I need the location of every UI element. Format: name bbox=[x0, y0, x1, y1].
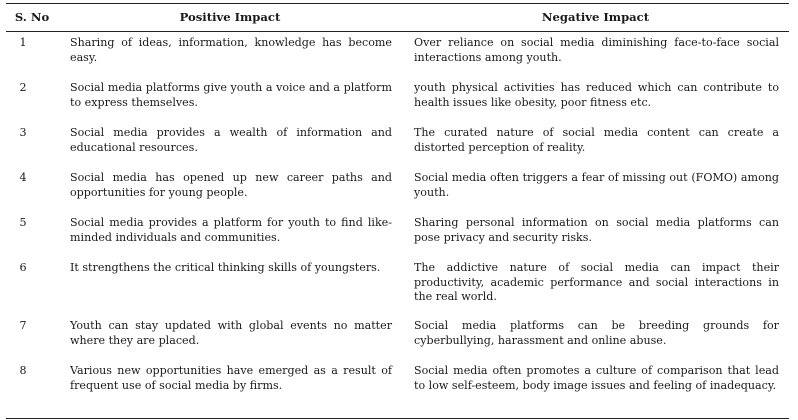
row-sno: 1 bbox=[19, 36, 27, 49]
row-sno: 6 bbox=[19, 261, 27, 274]
table-row bbox=[6, 315, 789, 360]
row-sno: 3 bbox=[19, 126, 27, 139]
row-negative-impact: Over reliance on social media diminishing face-to-face social interactions among youth. bbox=[414, 36, 779, 64]
table-row bbox=[6, 257, 789, 315]
impact-table bbox=[6, 3, 789, 419]
row-sno: 8 bbox=[6, 360, 58, 419]
row-negative-impact: The addictive nature of social media can impact their productivity, academic performance and social interactions in the real world. bbox=[414, 261, 779, 303]
row-negative-impact: Social media platforms can be breeding grounds for cyberbullying, harassment and online abuse. bbox=[414, 319, 779, 347]
row-positive-impact: Sharing of ideas, information, knowledge has become easy. bbox=[70, 36, 392, 64]
row-positive-impact: Various new opportunities have emerged as a result of frequent use of social media by firms. bbox=[58, 360, 402, 419]
table-row bbox=[6, 77, 789, 122]
row-negative-impact: Social media often triggers a fear of missing out (FOMO) among youth. bbox=[414, 171, 779, 199]
header-positive-impact: Positive Impact bbox=[58, 4, 402, 32]
table-row bbox=[6, 122, 789, 167]
row-sno: 4 bbox=[19, 171, 27, 184]
row-negative-impact: Social media often promotes a culture of comparison that lead to low self-esteem, body image issues and feeling of inadequacy. bbox=[402, 360, 789, 419]
row-negative-impact: youth physical activities has reduced which can contribute to health issues like obesity, poor fitness etc. bbox=[414, 81, 779, 109]
row-negative-impact: The curated nature of social media content can create a distorted perception of reality. bbox=[414, 126, 779, 154]
row-sno: 7 bbox=[19, 319, 27, 332]
table-row bbox=[6, 167, 789, 212]
table-row bbox=[6, 360, 789, 419]
header-sno: S. No bbox=[6, 4, 58, 32]
row-sno: 5 bbox=[19, 216, 27, 229]
row-positive-impact: Social media has opened up new career paths and opportunities for young people. bbox=[70, 171, 392, 199]
row-positive-impact: It strengthens the critical thinking skills of youngsters. bbox=[70, 261, 381, 274]
header-row bbox=[6, 4, 789, 32]
row-sno: 2 bbox=[19, 81, 27, 94]
table-body bbox=[6, 32, 789, 419]
row-positive-impact: Social media provides a wealth of information and educational resources. bbox=[70, 126, 392, 154]
row-positive-impact: Youth can stay updated with global events no matter where they are placed. bbox=[70, 319, 392, 347]
table-header bbox=[6, 4, 789, 32]
row-negative-impact: Sharing personal information on social media platforms can pose privacy and security risks. bbox=[414, 216, 779, 244]
row-positive-impact: Social media provides a platform for youth to find like-minded individuals and communities. bbox=[70, 216, 392, 244]
table-row bbox=[6, 212, 789, 257]
table-row bbox=[6, 32, 789, 78]
header-negative-impact: Negative Impact bbox=[402, 4, 789, 32]
row-positive-impact: Social media platforms give youth a voice and a platform to express themselves. bbox=[70, 81, 392, 109]
